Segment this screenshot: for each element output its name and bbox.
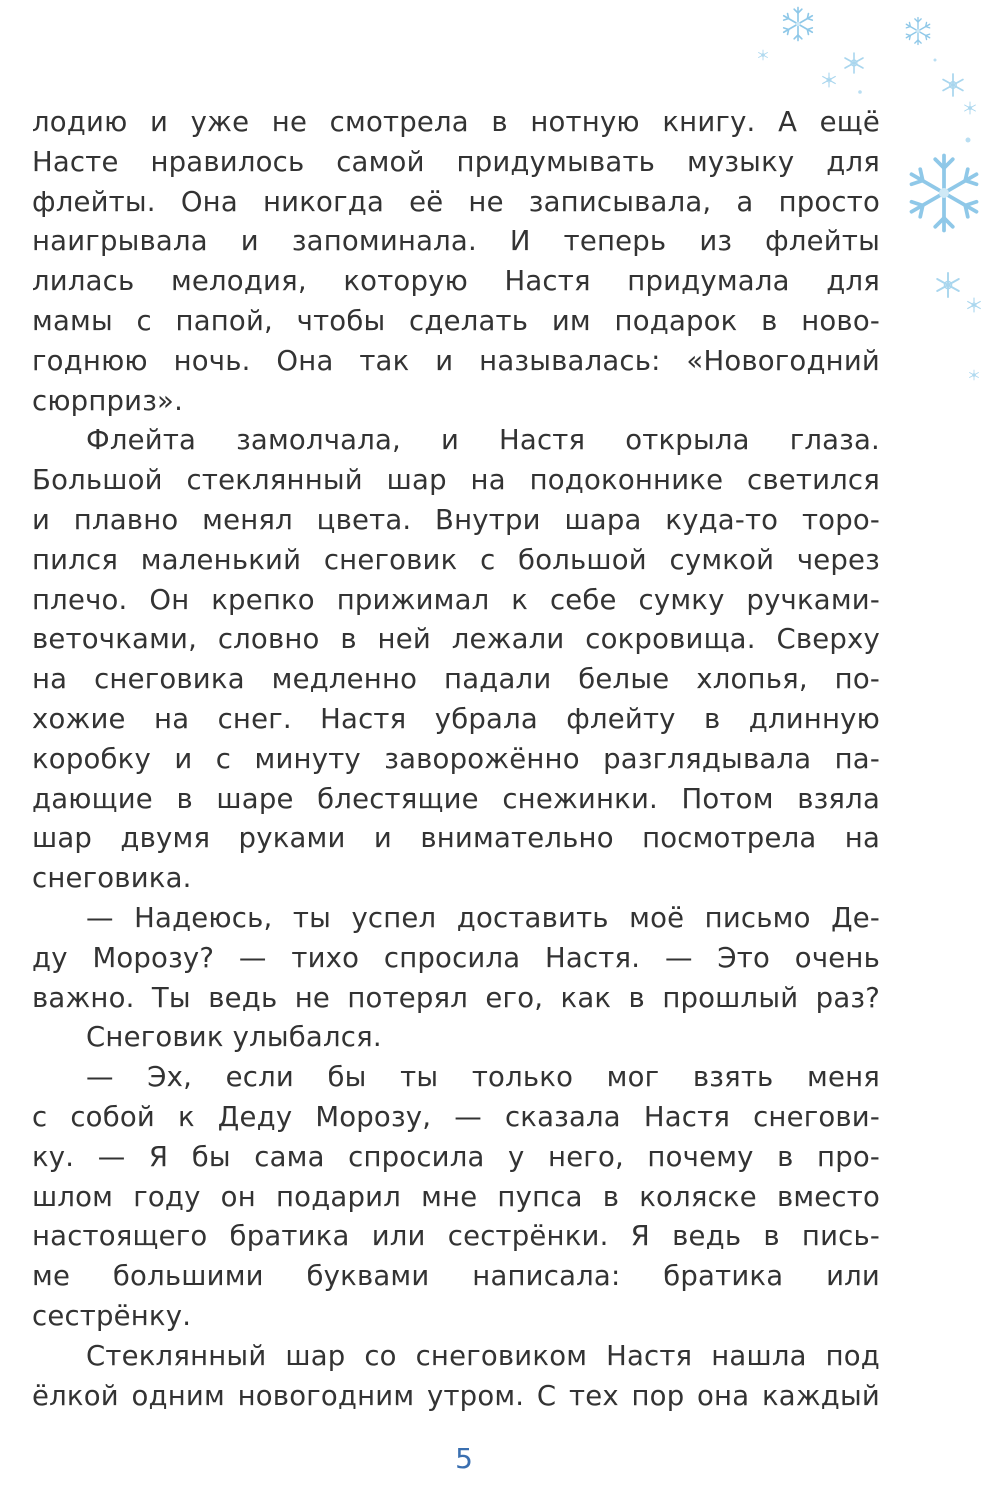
text-line: лодию и уже не смотрела в нотную книгу. А ещё bbox=[32, 106, 880, 138]
text-line: Стеклянный шар со снеговиком Настя нашла под bbox=[86, 1339, 880, 1372]
text-line: и плавно менял цвета. Внутри шара куда-то торо- bbox=[32, 503, 880, 536]
text-line: наигрывала и запоминала. И теперь из флейты bbox=[32, 225, 880, 258]
text-line: ду Морозу? — тихо спросила Настя. — Это очень bbox=[32, 941, 880, 974]
text-line: Насте нравилось самой придумывать музыку для bbox=[32, 145, 880, 178]
text-line: дающие в шаре блестящие снежинки. Потом взяла bbox=[32, 782, 880, 815]
text-line: — Эх, если бы ты только мог взять меня bbox=[86, 1061, 880, 1094]
page-number: 5 bbox=[455, 1442, 473, 1475]
text-line: веточками, словно в ней лежали сокровища. Сверху bbox=[32, 623, 880, 656]
text-line: сюрприз». bbox=[32, 384, 184, 417]
text-line: ку. — Я бы сама спросила у него, почему в про- bbox=[32, 1140, 880, 1173]
snowflake-icon bbox=[784, 7, 813, 40]
text-line: ме большими буквами написала: братика или bbox=[32, 1260, 880, 1293]
text-line: настоящего братика или сестрёнки. Я ведь в пись- bbox=[32, 1220, 880, 1253]
body-text bbox=[32, 103, 880, 1416]
text-line: Флейта замолчала, и Настя открыла глаза. bbox=[86, 424, 880, 457]
text-line: хожие на снег. Настя убрала флейту в длинную bbox=[32, 702, 880, 735]
text-line: ёлкой одним новогодним утром. С тех пор она каждый bbox=[32, 1379, 880, 1412]
text-line: шлом году он подарил мне пупса в коляске вместо bbox=[32, 1180, 880, 1213]
text-line: шар двумя руками и внимательно посмотрела на bbox=[32, 822, 880, 855]
text-line: Снеговик улыбался. bbox=[86, 1021, 382, 1054]
text-line: сестрёнку. bbox=[32, 1299, 192, 1332]
text-line: плечо. Он крепко прижимал к себе сумку ручками- bbox=[32, 583, 880, 616]
snowflake-icon bbox=[906, 18, 929, 45]
text-line: флейты. Она никогда её не записывала, а просто bbox=[32, 185, 880, 218]
large-snowflake-icon bbox=[912, 156, 977, 231]
text-line: — Надеюсь, ты успел доставить моё письмо Де- bbox=[86, 901, 880, 934]
text-line: важно. Ты ведь не потерял его, как в прошлый раз? bbox=[32, 981, 880, 1014]
text-line: Большой стеклянный шар на подоконнике светился bbox=[32, 464, 880, 497]
text-line: пился маленький снеговик с большой сумкой через bbox=[32, 543, 880, 576]
text-line: мамы с папой, чтобы сделать им подарок в ново- bbox=[32, 304, 880, 337]
text-line: снеговика. bbox=[32, 862, 192, 895]
text-line: на снеговика медленно падали белые хлопья, по- bbox=[32, 663, 880, 696]
text-line: лилась мелодия, которую Настя придумала для bbox=[32, 265, 880, 298]
text-line: годнюю ночь. Она так и называлась: «Новогодний bbox=[32, 344, 880, 377]
text-line: коробку и с минуту заворожённо разглядывала па- bbox=[32, 742, 880, 775]
text-line: с собой к Деду Морозу, — сказала Настя снегови- bbox=[32, 1100, 880, 1133]
